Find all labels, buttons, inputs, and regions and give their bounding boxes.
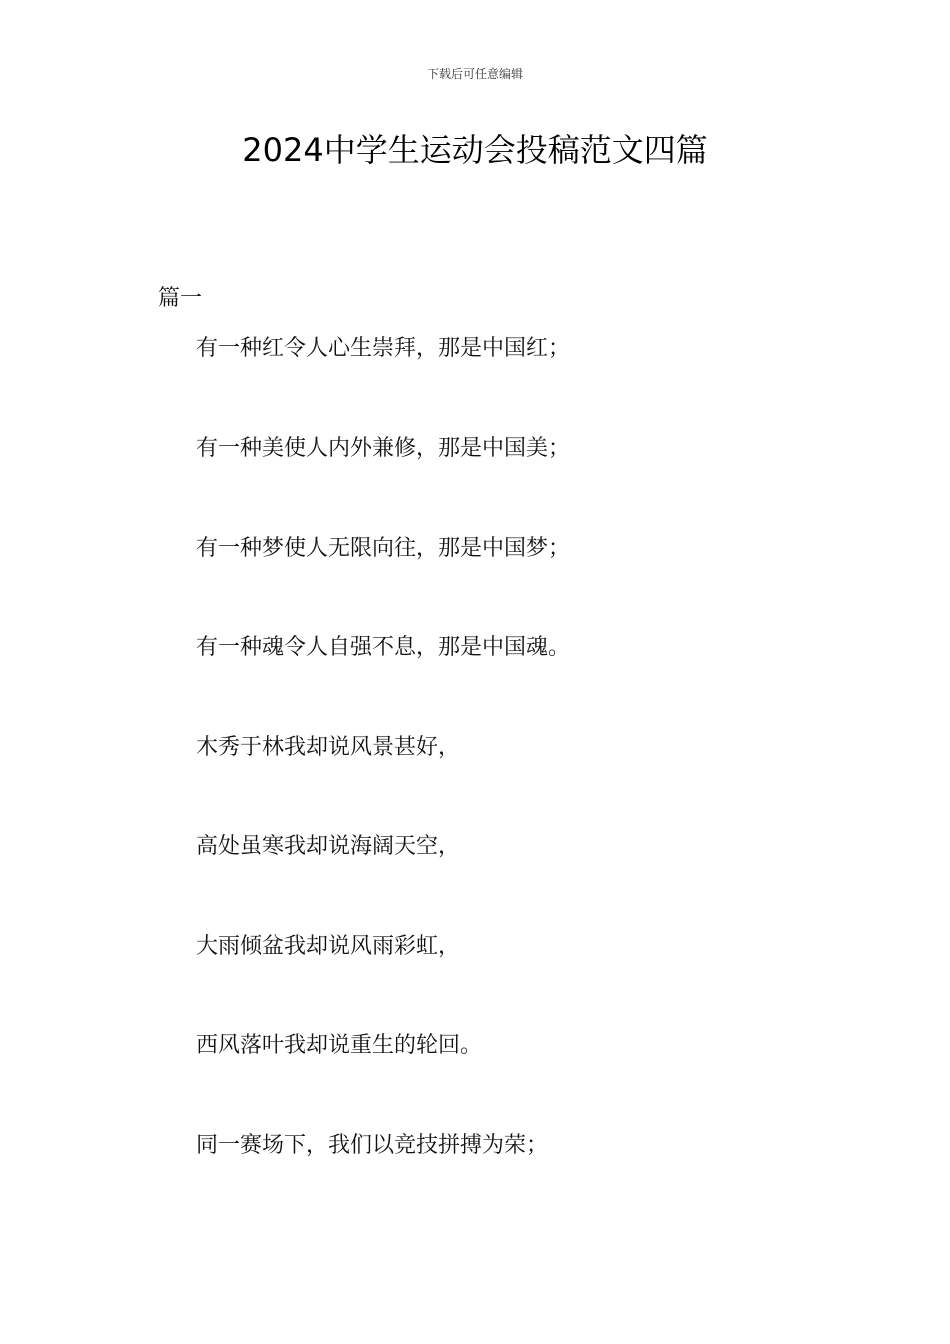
body-line: 有一种梦使人无限向往，那是中国梦； [196, 536, 571, 561]
header-note: 下载后可任意编辑 [426, 67, 523, 81]
body-line: 高处虽寒我却说海阔天空， [196, 834, 461, 859]
body-line: 有一种魂令人自强不息，那是中国魂。 [196, 635, 571, 660]
body-line: 同一赛场下，我们以竞技拼搏为荣； [196, 1133, 549, 1158]
body-line: 有一种美使人内外兼修，那是中国美； [196, 436, 571, 461]
body-line: 有一种红令人心生崇拜，那是中国红； [196, 336, 571, 361]
body-line: 木秀于林我却说风景甚好， [196, 735, 461, 760]
body-line: 大雨倾盆我却说风雨彩虹， [196, 934, 461, 959]
section-label: 篇一 [158, 286, 203, 311]
body-line: 西风落叶我却说重生的轮回。 [196, 1033, 483, 1058]
document-title: 2024中学生运动会投稿范文四篇 [242, 131, 708, 169]
